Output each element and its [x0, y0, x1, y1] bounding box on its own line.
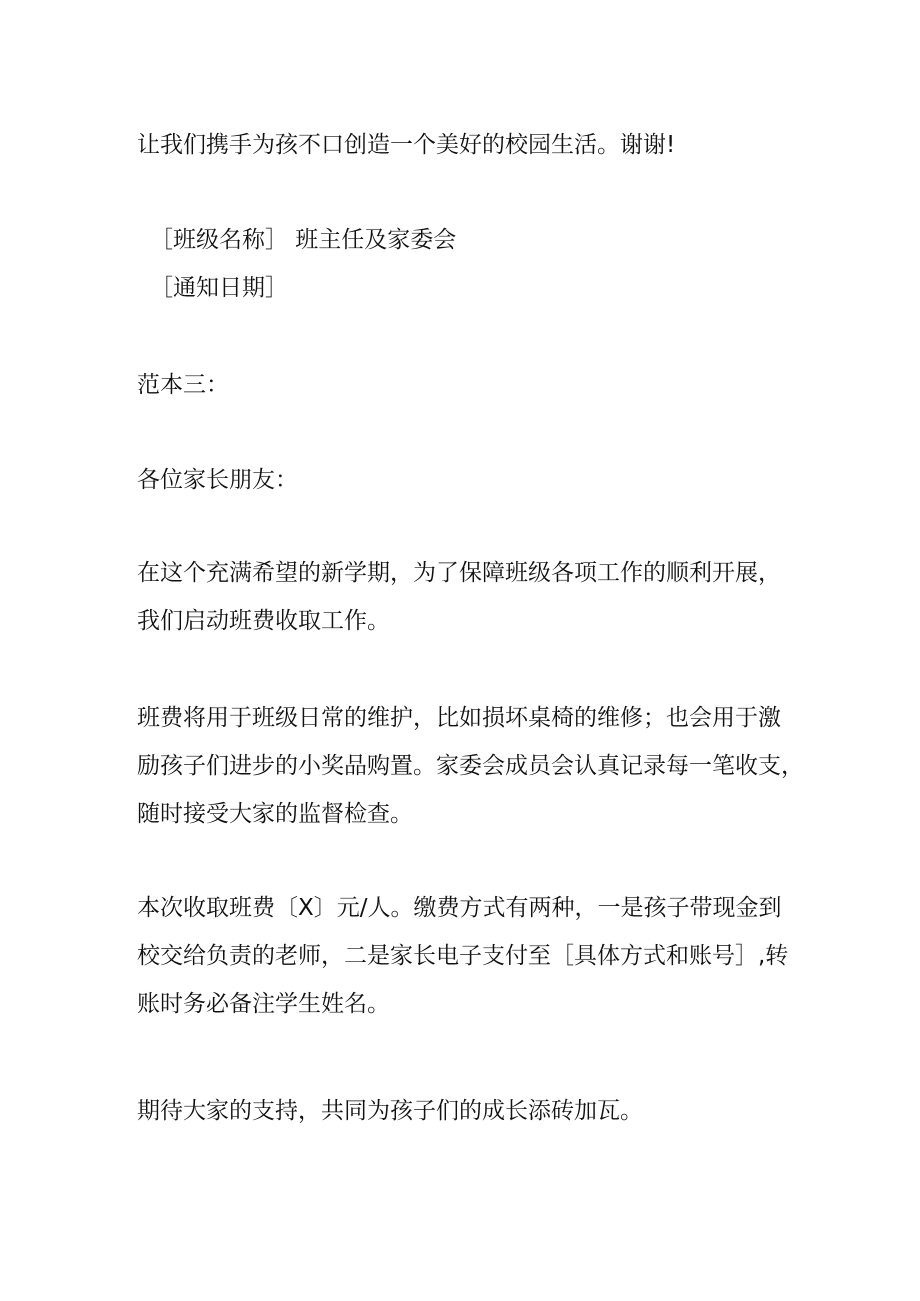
paragraph-line: 在这个充满希望的新学期，为了保障班级各项工作的顺利开展， [137, 560, 781, 586]
paragraph-line: 励孩子们进步的小奖品购置。家委会成员会认真记录每一笔收支， [137, 753, 804, 779]
paragraph-line: 期待大家的支持，共同为孩子们的成长添砖加瓦。 [137, 1098, 643, 1124]
signature-date: ［通知日期］ [150, 275, 288, 301]
paragraph-line: 随时接受大家的监督检查。 [137, 801, 413, 827]
paragraph-line: 校交给负责的老师，二是家长电子支付至［具体方式和账号］,转 [137, 943, 789, 969]
paragraph-line: 班费将用于班级日常的维护，比如损坏桌椅的维修；也会用于激 [137, 705, 781, 731]
paragraph-line: 账时务必备注学生姓名。 [137, 991, 390, 1017]
greeting: 各位家长朋友： [137, 467, 298, 493]
paragraph-line: 我们启动班费收取工作。 [137, 608, 390, 634]
paragraph-line: 本次收取班费〔X〕元/人。缴费方式有两种，一是孩子带现金到 [137, 895, 782, 921]
closing-line: 让我们携手为孩不口创造一个美好的校园生活。谢谢! [137, 132, 676, 158]
signature-sender: ［班级名称］ 班主任及家委会 [150, 227, 457, 253]
section-title: 范本三： [137, 372, 229, 398]
